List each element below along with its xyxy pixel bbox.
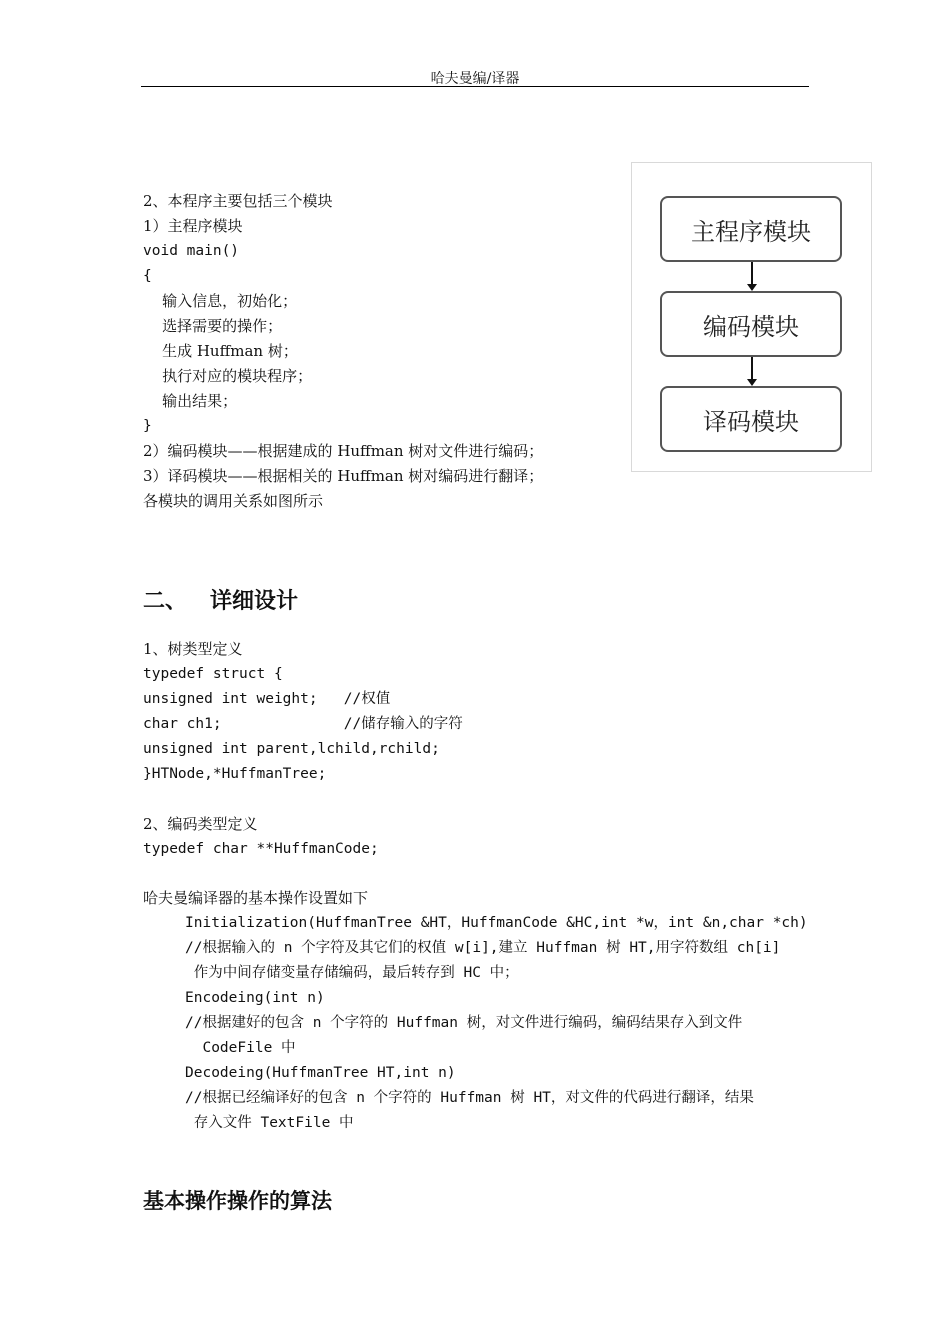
overview-code-line: 输入信息，初始化； [143, 292, 298, 310]
overview-code-line: 选择需要的操作； [143, 317, 283, 335]
operations-intro: 哈夫曼编译器的基本操作设置如下 [143, 889, 369, 907]
code-line: unsigned int parent,lchild,rchild; [143, 741, 440, 757]
overview-code-line: 执行对应的模块程序； [143, 367, 313, 385]
section-heading-detailed-design: 二、 详细设计 [143, 589, 298, 614]
module-call-diagram [631, 162, 872, 472]
overview-line: 1）主程序模块 [143, 217, 243, 235]
overview-line: 2）编码模块——根据建成的 Huffman 树对文件进行编码； [143, 442, 544, 460]
overview-line: 3）译码模块——根据相关的 Huffman 树对编码进行翻译； [143, 467, 544, 485]
code-line: typedef struct { [143, 666, 283, 682]
code-line: unsigned int weight; //权值 [143, 691, 391, 707]
page-header-title: 哈夫曼编/译器 [430, 71, 520, 87]
subsection-title: 2、编码类型定义 [143, 815, 258, 833]
operation-comment: 作为中间存储变量存储编码，最后转存到 HC 中； [185, 965, 519, 981]
overview-line: 各模块的调用关系如图所示 [143, 492, 324, 510]
code-line: char ch1; //储存输入的字符 [143, 716, 463, 732]
overview-code-line: } [143, 418, 152, 434]
arrow-down-icon [750, 262, 754, 291]
decode-module-box: 译码模块 [660, 386, 842, 452]
operation-signature: Encodeing(int n) [185, 990, 325, 1006]
overview-code-line: 生成 Huffman 树； [143, 342, 298, 360]
overview-line: 2、本程序主要包括三个模块 [143, 192, 333, 210]
header-rule [141, 86, 809, 87]
operation-comment: CodeFile 中 [185, 1040, 296, 1056]
overview-code-line: { [143, 268, 152, 284]
operation-signature: Decodeing(HuffmanTree HT,int n) [185, 1065, 456, 1081]
operation-signature: Initialization(HuffmanTree &HT，HuffmanCode &HC,int *w，int &n,char *ch) [185, 915, 808, 931]
subsection-title: 1、树类型定义 [143, 640, 243, 658]
code-line: }HTNode,*HuffmanTree; [143, 766, 327, 782]
operation-comment: 存入文件 TextFile 中 [185, 1115, 354, 1131]
overview-code-line: 输出结果； [143, 392, 238, 410]
code-line: typedef char **HuffmanCode; [143, 841, 379, 857]
operation-comment: //根据输入的 n 个字符及其它们的权值 w[i],建立 Huffman 树 HT,用字符数组 ch[i] [185, 940, 781, 956]
operation-comment: //根据已经编译好的包含 n 个字符的 Huffman 树 HT，对文件的代码进行翻译，结果 [185, 1090, 754, 1106]
main-module-box: 主程序模块 [660, 196, 842, 262]
overview-code-line: void main() [143, 243, 240, 259]
arrow-down-icon [750, 357, 754, 386]
section-heading-algorithms: 基本操作操作的算法 [143, 1189, 332, 1213]
encode-module-box: 编码模块 [660, 291, 842, 357]
operation-comment: //根据建好的包含 n 个字符的 Huffman 树，对文件进行编码，编码结果存入到文件 [185, 1015, 743, 1031]
